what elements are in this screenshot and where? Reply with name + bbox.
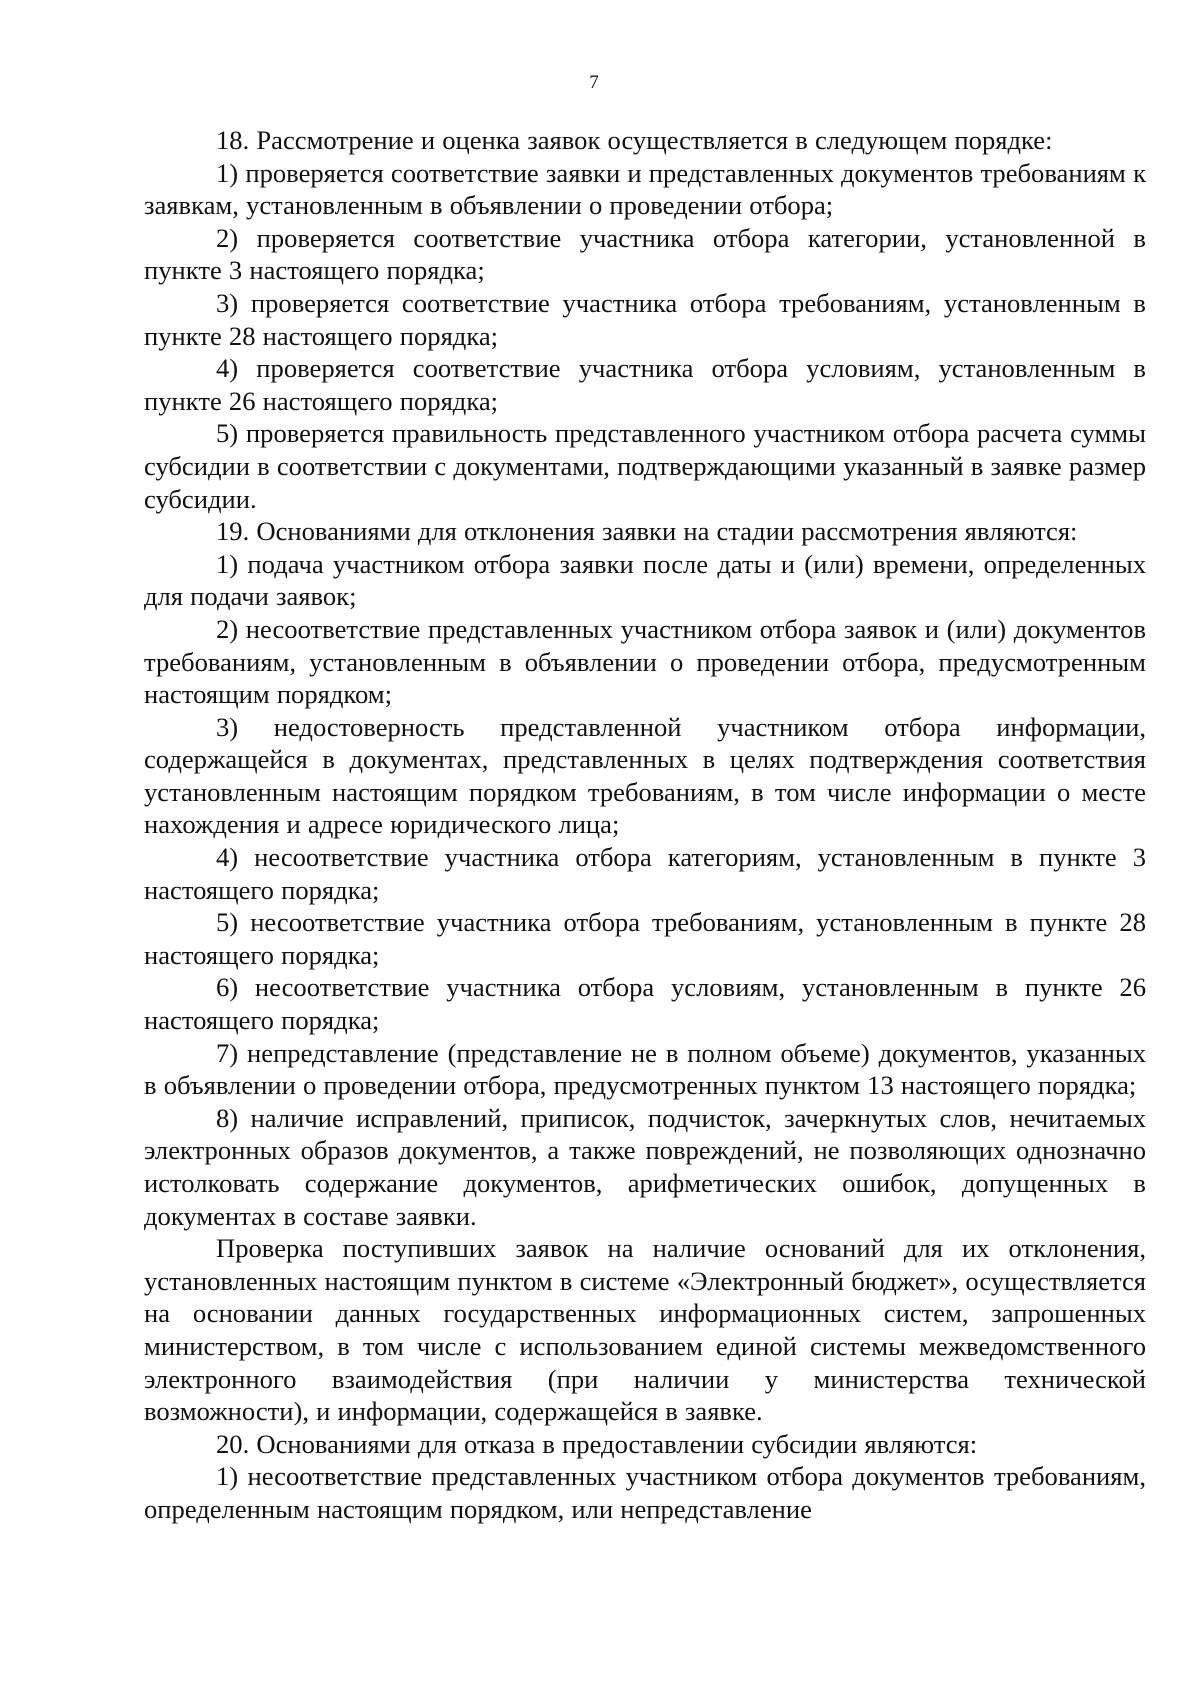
page-number: 7 [589, 72, 599, 93]
section-19-item-6: 6) несоответствие участника отбора условиям, установленным в пункте 26 настоящего порядка; [144, 972, 1146, 1036]
section-19-item-2: 2) несоответствие представленных участником отбора заявок и (или) документов требованиям, установленным в объявлении о проведении отбора, предусмотренным настоящим порядком; [144, 613, 1146, 710]
section-18-heading: 18. Рассмотрение и оценка заявок осуществляется в следующем порядке: [216, 125, 1053, 155]
section-18-item-2: 2) проверяется соответствие участника отбора категории, установленной в пункте 3 настоящего порядка; [144, 222, 1146, 286]
section-19-item-8: 8) наличие исправлений, приписок, подчисток, зачеркнутых слов, нечитаемых электронных образов документов, а также повреждений, не позволяющих однозначно истолковать содержание документов, арифметических ошибок, допущенных в документах в составе заявки. [144, 1102, 1146, 1231]
section-18-item-3: 3) проверяется соответствие участника отбора требованиям, установленным в пункте 28 настоящего порядка; [144, 287, 1146, 351]
document-body [144, 124, 1146, 1526]
section-19-verification-paragraph: Проверка поступивших заявок на наличие оснований для их отклонения, установленных настоящим пунктом в системе «Электронный бюджет», осуществляется на основании данных государственных информационных систем, запрошенных министерством, в том числе с использованием единой системы межведомственного электронного взаимодействия (при наличии у министерства технической возможности), и информации, содержащейся в заявке. [144, 1233, 1146, 1427]
section-19-item-5: 5) несоответствие участника отбора требованиям, установленным в пункте 28 настоящего порядка; [144, 907, 1146, 970]
section-19-item-1: 1) подача участником отбора заявки после даты и (или) времени, определенных для подачи заявок; [144, 548, 1146, 612]
section-20-item-1: 1) несоответствие представленных участником отбора документов требованиям, определенным настоящим порядком, или непредставление [144, 1461, 1146, 1524]
section-19-item-7: 7) непредставление (представление не в полном объеме) документов, указанных в объявлении о проведении отбора, предусмотренных пунктом 13 настоящего порядка; [144, 1037, 1146, 1101]
section-18-item-4: 4) проверяется соответствие участника отбора условиям, установленным в пункте 26 настоящего порядка; [144, 353, 1146, 416]
section-20-heading: 20. Основаниями для отказа в предоставлении субсидии являются: [216, 1428, 978, 1459]
section-18-item-5: 5) проверяется правильность представленного участником отбора расчета суммы субсидии в соответствии с документами, подтверждающими указанный в заявке размер субсидии. [144, 418, 1146, 514]
section-19-item-4: 4) несоответствие участника отбора категориям, установленным в пункте 3 настоящего порядка; [144, 842, 1146, 905]
section-19-heading: 19. Основаниями для отклонения заявки на стадии рассмотрения являются: [216, 516, 1078, 547]
section-19-item-3: 3) недостоверность представленной участником отбора информации, содержащейся в документах, представленных в целях подтверждения соответствия установленным настоящим порядком требованиям, в том числе информации о месте нахождения и адресе юридического лица; [144, 711, 1146, 840]
section-18-item-1: 1) проверяется соответствие заявки и представленных документов требованиям к заявкам, установленным в объявлении о проведении отбора; [144, 157, 1146, 221]
